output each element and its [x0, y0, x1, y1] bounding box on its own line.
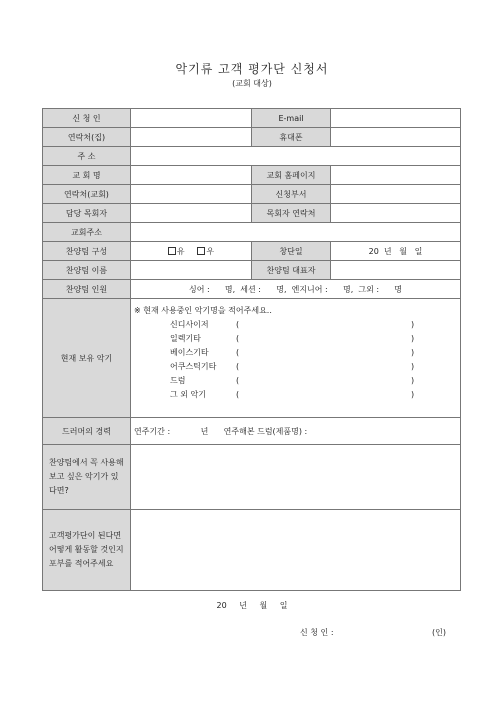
church-name-label: 교 회 명	[43, 166, 131, 185]
church-address-field[interactable]	[131, 223, 461, 242]
footer-seal: (인)	[432, 628, 446, 637]
list-item: 베이스기타 ( )	[170, 348, 415, 357]
church-homepage-label: 교회 홈페이지	[252, 166, 331, 185]
checkbox-youth[interactable]	[168, 247, 176, 255]
team-composition-field	[131, 242, 252, 261]
ambition-field[interactable]	[131, 510, 461, 591]
application-form	[42, 108, 461, 591]
list-item: 드럼 ( )	[170, 376, 415, 385]
list-item: 어쿠스틱기타 ( )	[170, 362, 415, 371]
church-name-field[interactable]	[131, 166, 252, 185]
pastor-label: 담당 목회자	[43, 204, 131, 223]
email-label: E-mail	[252, 109, 331, 128]
team-name-field[interactable]	[131, 261, 252, 280]
document-subtitle: (교회 대상)	[232, 79, 272, 88]
mobile-field[interactable]	[331, 128, 461, 147]
instruments-note: ※ 현재 사용중인 악기명을 적어주세요..	[134, 306, 272, 315]
wish-instrument-label: 찬양팀에서 꼭 사용해보고 싶은 악기가 있다면?	[43, 445, 131, 510]
drummer-career-label: 드러머의 경력	[43, 418, 131, 445]
applicant-label: 신 청 인	[43, 109, 131, 128]
founding-date-field[interactable]: 20 년 월 일	[331, 242, 461, 261]
wish-instrument-field[interactable]	[131, 445, 461, 510]
pastor-contact-field[interactable]	[331, 204, 461, 223]
instruments-field[interactable]	[131, 299, 461, 418]
team-leader-label: 찬양팀 대표자	[252, 261, 331, 280]
applicant-field[interactable]	[131, 109, 252, 128]
mobile-label: 휴대폰	[252, 128, 331, 147]
founding-date-label: 창단일	[252, 242, 331, 261]
address-field[interactable]	[131, 147, 461, 166]
contact-church-field[interactable]	[131, 185, 252, 204]
option-youth-label: 유	[176, 246, 185, 256]
list-item: 일렉기타 ( )	[170, 334, 415, 343]
address-label: 주 소	[43, 147, 131, 166]
team-composition-label: 찬양팀 구성	[43, 242, 131, 261]
team-members-field[interactable]: 싱어 : 명, 세션 : 명, 엔지니어 : 명, 그외 : 명	[131, 280, 461, 299]
ambition-label: 고객평가단이 된다면 어떻게 활동할 것인지 포부를 적어주세요	[43, 510, 131, 591]
checkbox-right[interactable]	[197, 247, 205, 255]
team-members-label: 찬양팀 인원	[43, 280, 131, 299]
church-address-label: 교회주소	[43, 223, 131, 242]
contact-home-label: 연락처(집)	[43, 128, 131, 147]
team-name-label: 찬양팀 이름	[43, 261, 131, 280]
drummer-career-field[interactable]: 연주기간 : 년 연주해본 드럼(제품명) :	[131, 418, 461, 445]
team-leader-field[interactable]	[331, 261, 461, 280]
department-field[interactable]	[331, 185, 461, 204]
pastor-contact-label: 목회자 연락처	[252, 204, 331, 223]
document-title: 악기류 고객 평가단 신청서	[175, 62, 329, 76]
pastor-field[interactable]	[131, 204, 252, 223]
church-homepage-field[interactable]	[331, 166, 461, 185]
footer-date: 20 년 월 일	[216, 601, 288, 610]
list-item: 신디사이저 ( )	[170, 320, 415, 329]
contact-home-field[interactable]	[131, 128, 252, 147]
list-item: 그 외 악기 ( )	[170, 390, 415, 399]
email-field[interactable]	[331, 109, 461, 128]
footer-signer-label: 신 청 인 :	[300, 628, 334, 637]
department-label: 신청부서	[252, 185, 331, 204]
contact-church-label: 연락처(교회)	[43, 185, 131, 204]
instruments-label: 현재 보유 악기	[43, 299, 131, 418]
option-right-label: 우	[206, 246, 215, 256]
